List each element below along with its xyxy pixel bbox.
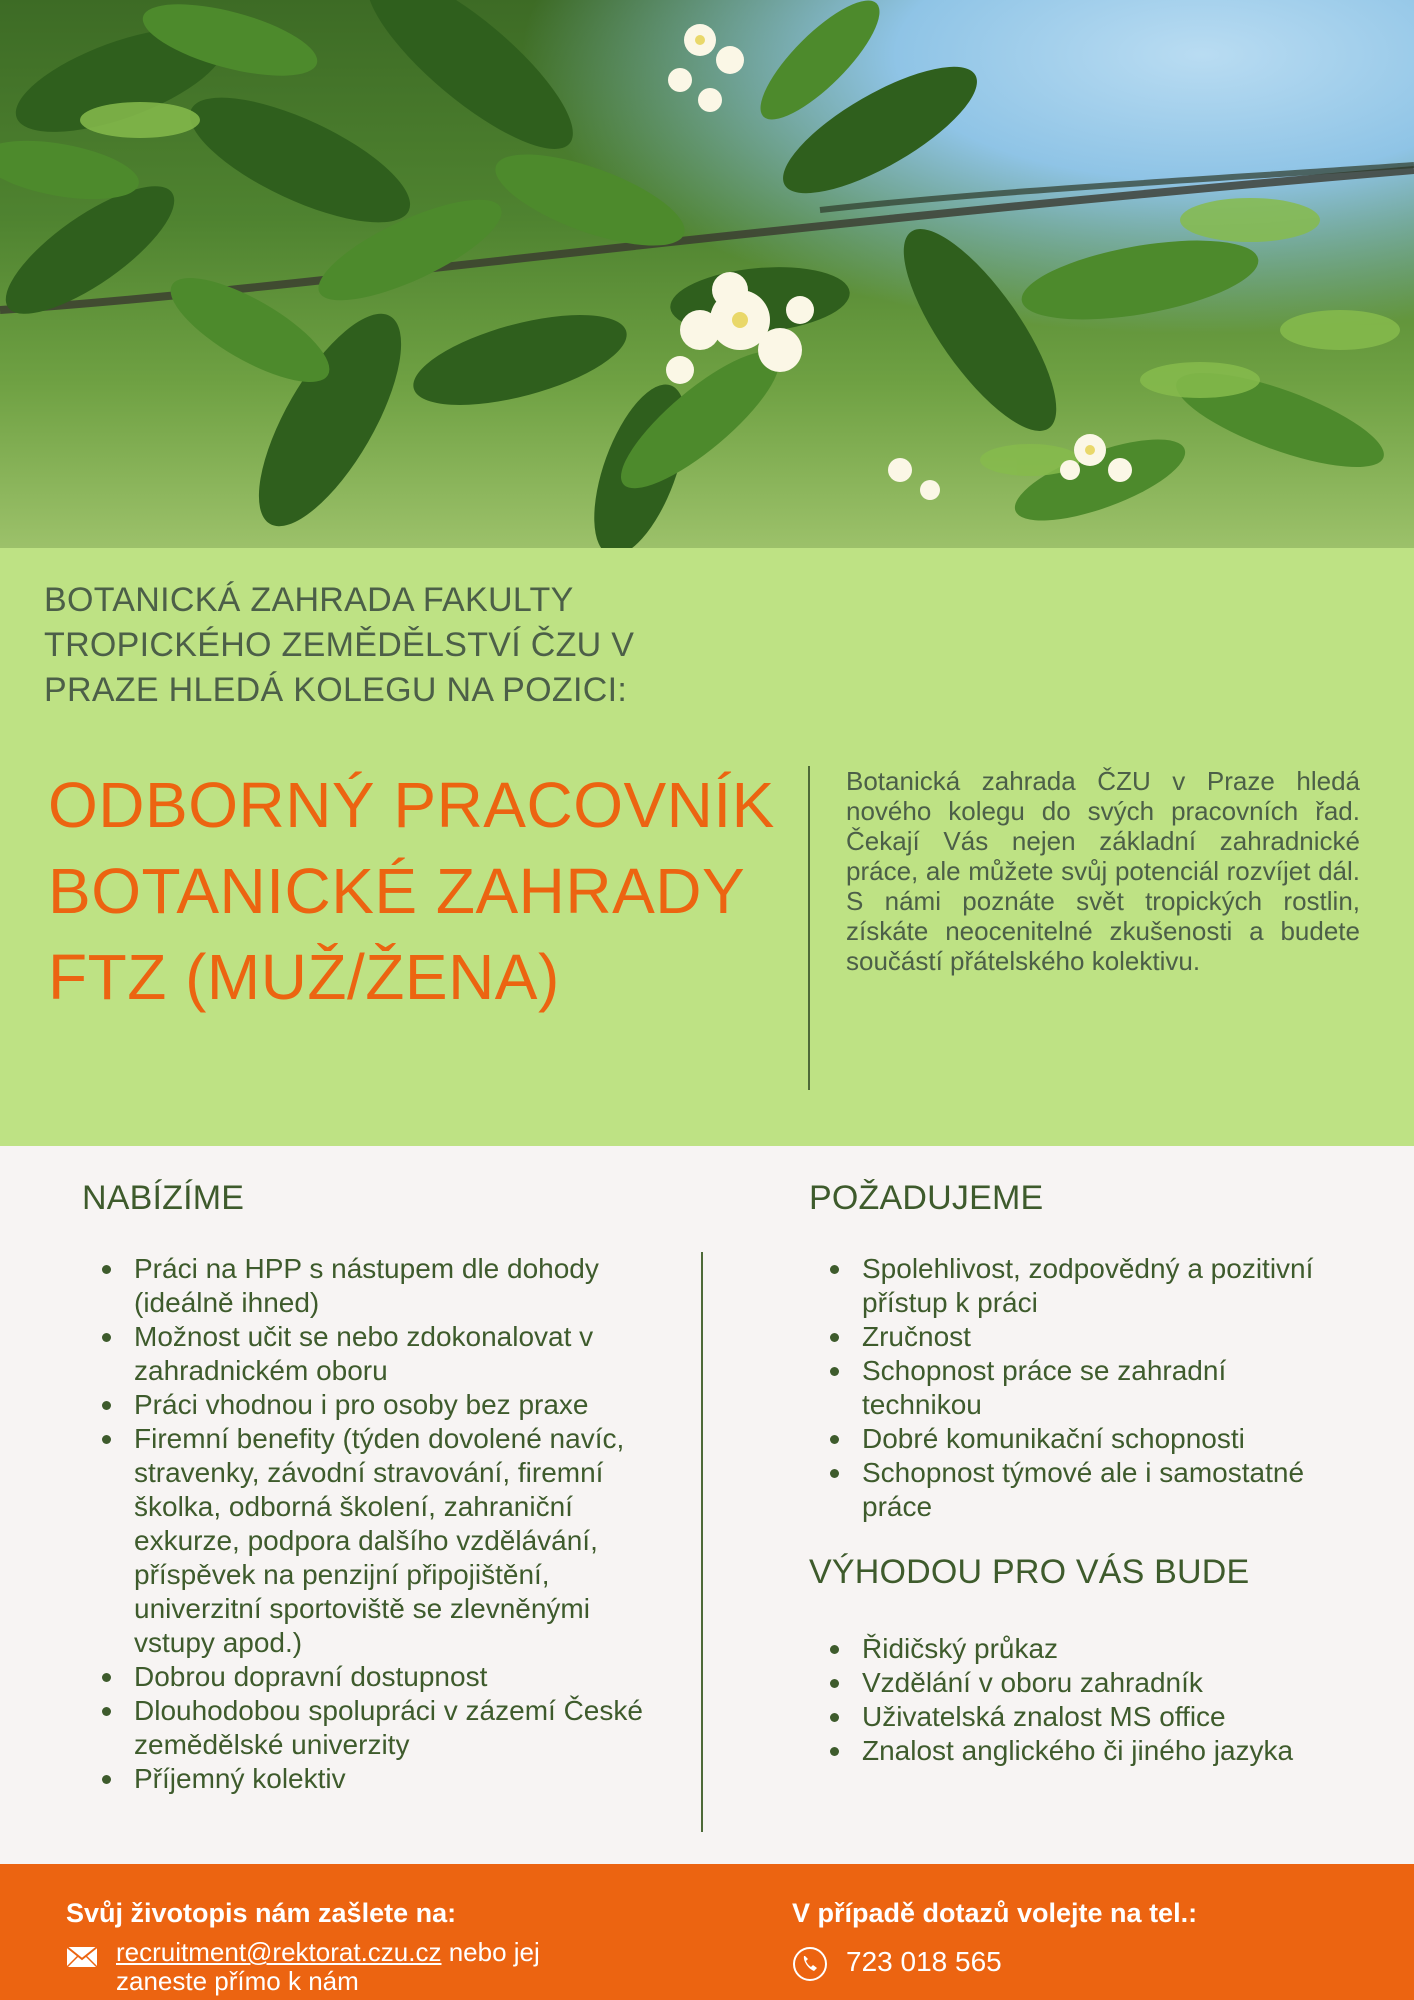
phone-number[interactable]: 723 018 565 <box>846 1946 1002 1977</box>
job-title-line-3: FTZ (MUŽ/ŽENA) <box>48 941 560 1013</box>
envelope-icon <box>66 1946 98 1968</box>
list-item: Dlouhodobou spolupráci v zázemí České zemědělské univerzity <box>134 1694 654 1762</box>
blossom-foliage-illustration <box>0 0 1414 548</box>
requirements-list <box>862 1252 1322 1524</box>
list-item: Uživatelská znalost MS office <box>862 1700 1302 1734</box>
advantage-heading: VÝHODOU PRO VÁS BUDE <box>809 1553 1250 1591</box>
list-item: Dobrou dopravní dostupnost <box>134 1660 654 1694</box>
list-item: Firemní benefity (týden dovolené navíc, stravenky, závodní stravování, firemní školka, odborná školení, zahraniční exkurze, podpora dalšího vzdělávání, příspěvek na penzijní připojištění, univerzitní sportoviště se zlevněnými vstupy apod.) <box>134 1422 654 1660</box>
cv-heading: Svůj životopis nám zašlete na: <box>66 1898 457 1928</box>
list-item: Vzdělání v oboru zahradník <box>862 1666 1302 1700</box>
job-title <box>48 762 808 1020</box>
list-item: Dobré komunikační schopnosti <box>862 1422 1322 1456</box>
hero-photo-orange-blossoms <box>0 0 1414 548</box>
cv-contact-text <box>116 1938 636 1996</box>
advantage-list <box>862 1632 1302 1768</box>
column-divider <box>701 1252 703 1832</box>
lead-paragraph: Botanická zahrada ČZU v Praze hledá nového kolegu do svých pracovních řad. Čekají Vás nejen základní zahradnické práce, ale můžete svůj potenciál rozvíjet dál. S námi poznáte svět tropických rostlin, získáte neocenitelné zkušenosti a budete součástí přátelského kolektivu. <box>846 766 1360 976</box>
email-suffix: nebo jej zaneste přímo k nám <box>116 1937 540 1996</box>
offer-heading: NABÍZÍME <box>82 1179 245 1217</box>
requirements-heading: POŽADUJEME <box>809 1179 1044 1217</box>
list-item: Řidičský průkaz <box>862 1632 1302 1666</box>
list-item: Práci na HPP s nástupem dle dohody (ideálně ihned) <box>134 1252 654 1320</box>
list-item: Schopnost týmové ale i samostatné práce <box>862 1456 1322 1524</box>
list-item: Spolehlivost, zodpovědný a pozitivní přístup k práci <box>862 1252 1322 1320</box>
phone-heading: V případě dotazů volejte na tel.: <box>792 1898 1198 1928</box>
vertical-divider <box>808 766 810 1090</box>
list-item: Schopnost práce se zahradní technikou <box>862 1354 1322 1422</box>
offer-list <box>134 1252 654 1796</box>
list-item: Znalost anglického či jiného jazyka <box>862 1734 1302 1768</box>
list-item: Práci vhodnou i pro osoby bez praxe <box>134 1388 654 1422</box>
intro-heading: BOTANICKÁ ZAHRADA FAKULTY TROPICKÉHO ZEMĚDĚLSTVÍ ČZU V PRAZE HLEDÁ KOLEGU NA POZICI: <box>44 581 635 709</box>
list-item: Možnost učit se nebo zdokonalovat v zahradnickém oboru <box>134 1320 654 1388</box>
list-item: Příjemný kolektiv <box>134 1762 654 1796</box>
job-title-line-2: BOTANICKÉ ZAHRADY <box>48 855 746 927</box>
list-item: Zručnost <box>862 1320 1322 1354</box>
phone-icon <box>792 1946 828 1982</box>
email-link[interactable]: recruitment@rektorat.czu.cz <box>116 1937 442 1967</box>
job-title-line-1: ODBORNÝ PRACOVNÍK <box>48 769 775 841</box>
